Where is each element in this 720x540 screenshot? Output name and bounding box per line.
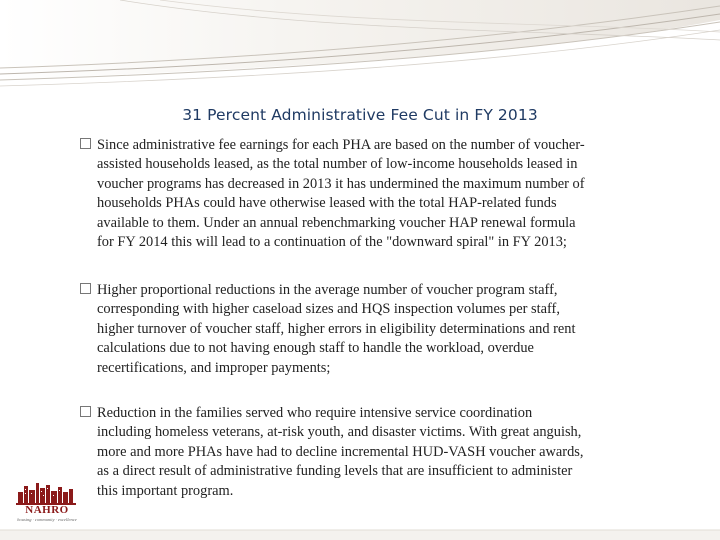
bullet-item bbox=[80, 136, 690, 252]
nahro-logo bbox=[14, 480, 80, 528]
bullet-text: Reduction in the families served who require intensive service coordination including homeless veterans, at-risk youth, and disaster victims. With great anguish, more and more PHAs have had to decline incremental HUD-VASH voucher awards, as a direct result of administrative funding levels that are insufficient to administer this important program. bbox=[97, 405, 584, 499]
logo-wordmark: NAHRO bbox=[25, 504, 69, 516]
checkbox-bullet-icon bbox=[80, 138, 91, 149]
checkbox-bullet-icon bbox=[80, 406, 91, 417]
checkbox-bullet-icon bbox=[80, 283, 91, 294]
city-skyline-icon bbox=[14, 480, 80, 506]
logo-tagline: housing · community · excellence bbox=[17, 517, 77, 522]
bullet-item bbox=[80, 281, 690, 378]
slide-title: 31 Percent Administrative Fee Cut in FY 2013 bbox=[182, 106, 538, 124]
bullet-text: Since administrative fee earnings for each PHA are based on the number of voucher- assisted households leased, as the total number of low-income households leased in voucher programs has decreased in 2013 it has undermined the maximum number of households PHAs could have otherwise leased with the total HAP-related funds available to them. Under an annual rebenchmarking voucher HAP renewal formula for FY 2014 this will lead to a continuation of the "downward spiral" in FY 2013; bbox=[97, 137, 585, 251]
bullet-text: Higher proportional reductions in the average number of voucher program staff, corresponding with higher caseload sizes and HQS inspection volumes per staff, higher turnover of voucher staff, higher errors in eligibility determinations and rent calculations due to not having enough staff to handle the workload, overdue recertifications, and improper payments; bbox=[97, 282, 576, 376]
bullet-item bbox=[80, 404, 690, 501]
